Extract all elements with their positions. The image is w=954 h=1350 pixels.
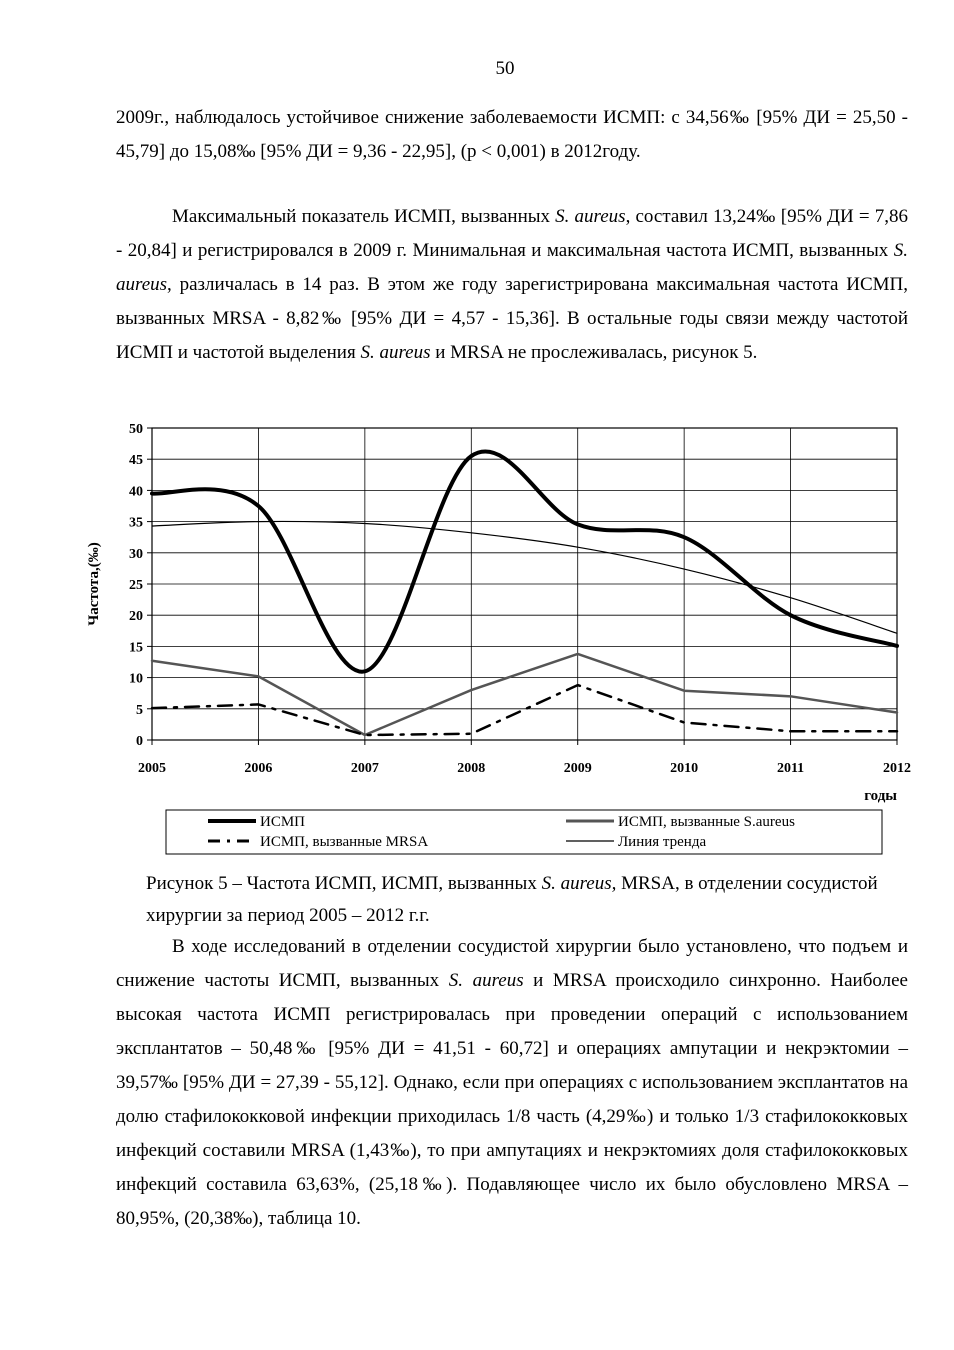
x-tick-label: 2011 — [776, 761, 805, 776]
paragraph-2 — [116, 200, 908, 370]
paragraph-2-part-2: , составил 13,24‰ [95% ДИ = 7,86 - 20,84] и регистрировался в 2009 г. Минимальная и максимальная частота ИСМП, вызванных — [116, 206, 908, 261]
x-tick-label: 2009 — [563, 761, 592, 776]
x-tick-label: 2012 — [883, 761, 911, 776]
legend-label-trend: Линия тренда — [618, 834, 707, 850]
y-tick-label: 50 — [129, 422, 143, 437]
paragraph-3-text — [116, 930, 908, 1236]
paragraph-2-species-2: S. aureus — [116, 240, 908, 295]
paragraph-3 — [116, 930, 908, 1236]
y-tick-label: 25 — [129, 578, 143, 593]
y-tick-label: 40 — [129, 484, 143, 500]
paragraph-3-part-2: и MRSA происходило синхронно. Наиболее высокая частота ИСМП регистрировалась при проведении операций с использованием эксплантатов – 50,48‰ [95% ДИ = 41,51 - 60,72] и операциях ампутации и некрэктомии – 39,57‰ [95% ДИ = 27,39 - 55,12]. Однако, если при операциях с использованием эксплантатов на долю стафилококковой инфекции приходилась 1/8 часть (4,29‰) и только 1/3 стафилококковых инфекций составили MRSA (1,43‰), то при ампутациях и некрэктомиях доля стафилококковых инфекций составила 63,63%, (25,18‰). Подавляющее число их было обусловлено MRSA – 80,95%, (20,38‰), таблица 10. — [116, 970, 908, 1229]
legend-label-mrsa: ИСМП, вызванные MRSA — [260, 834, 429, 850]
paragraph-2-species-1: S. aureus — [555, 206, 626, 227]
paragraph-2-part-3: , различалась в 14 раз. В этом же году зарегистрирована максимальная частота ИСМП, вызванных MRSA - 8,82‰ [95% ДИ = 4,57 - 15,36]. В остальные годы связи между частотой ИСМП и частотой выделения — [116, 274, 908, 363]
y-tick-label: 5 — [136, 702, 143, 718]
y-tick-label: 0 — [136, 734, 143, 749]
page-number: 50 — [495, 58, 515, 79]
x-tick-label: 2006 — [244, 761, 273, 776]
x-tick-label: 2005 — [138, 761, 166, 776]
paragraph-2-part-1: Максимальный показатель ИСМП, вызванных — [172, 206, 556, 227]
series-mrsa-line — [152, 685, 897, 735]
paragraph-2-text — [116, 200, 908, 370]
x-axis-label: годы — [864, 788, 897, 804]
paragraph-3-part-1: В ходе исследований в отделении сосудистой хирургии было установлено, что подъем и снижение частоты ИСМП, вызванных — [116, 936, 908, 991]
chart-series — [152, 451, 897, 735]
y-tick-label: 20 — [129, 609, 143, 625]
paragraph-3-species: S. aureus — [448, 970, 524, 991]
y-tick-label: 35 — [129, 515, 143, 531]
series-saureus-line — [152, 654, 897, 735]
series-ismp-line — [152, 451, 897, 671]
y-axis-label: Частота,(‰) — [86, 542, 102, 626]
caption-part-1: Рисунок 5 – Частота ИСМП, ИСМП, вызванных — [146, 873, 542, 894]
paragraph-2-species-3: S. aureus — [360, 342, 431, 363]
y-tick-label: 30 — [129, 546, 143, 562]
x-tick-label: 2010 — [670, 761, 699, 776]
legend-label-saureus: ИСМП, вызванные S.aureus — [618, 814, 795, 830]
caption-species: S. aureus, — [541, 873, 617, 894]
y-tick-label: 15 — [129, 640, 143, 656]
series-trend-line — [152, 521, 897, 633]
y-tick-label: 10 — [129, 671, 143, 687]
paragraph-2-part-4: и MRSA не прослеживалась, рисунок 5. — [430, 342, 758, 363]
x-tick-label: 2007 — [350, 761, 379, 776]
figure-caption — [146, 868, 908, 932]
figure-5-line-chart — [80, 412, 920, 858]
paragraph-1 — [116, 101, 908, 169]
y-tick-label: 45 — [129, 453, 143, 469]
paragraph-1-text: 2009г., наблюдалось устойчивое снижение заболеваемости ИСМП: с 34,56‰ [95% ДИ = 25,50 - 45,79] до 15,08‰ [95% ДИ = 9,36 - 22,95], (р < 0,001) в 2012году. — [116, 107, 908, 162]
x-tick-label: 2008 — [457, 761, 486, 776]
caption-part-2: MRSA, в отделении сосудистой хирургии за период 2005 – 2012 г.г. — [146, 873, 878, 926]
legend-label-ismp: ИСМП — [260, 814, 306, 830]
